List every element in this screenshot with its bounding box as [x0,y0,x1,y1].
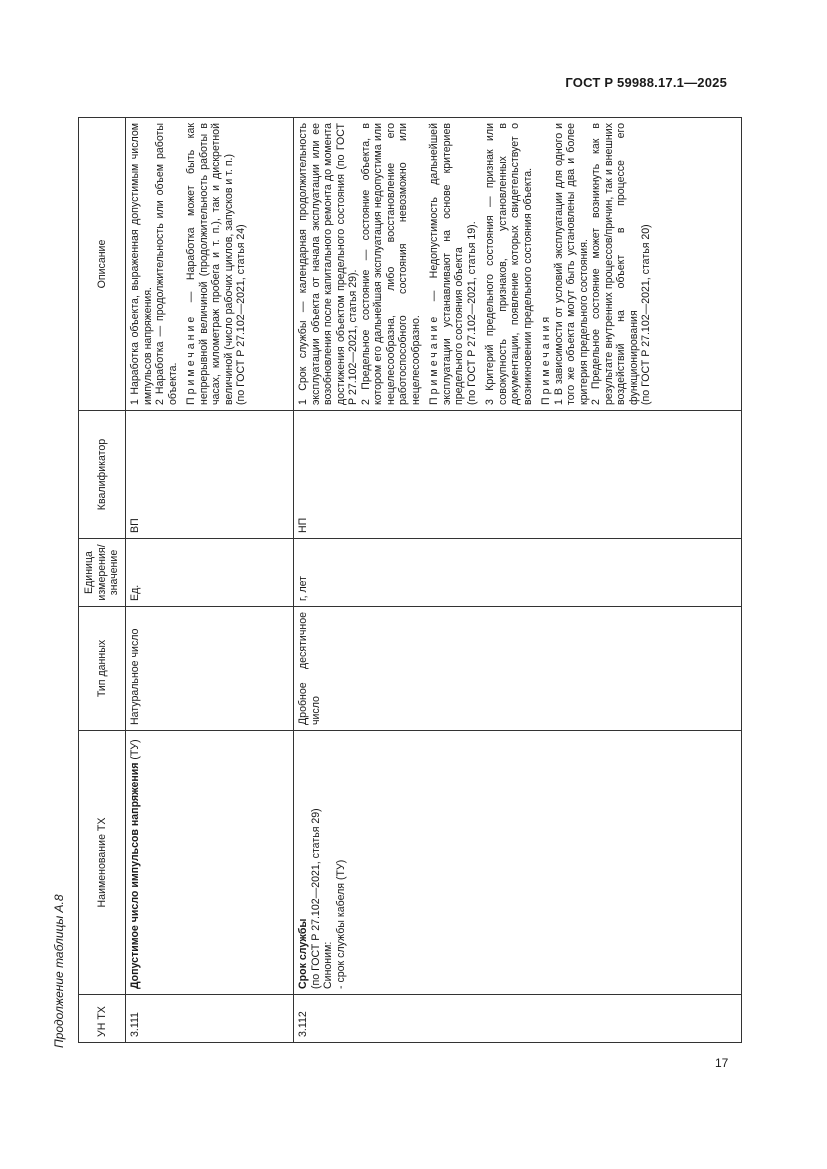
row-data-type [294,607,742,731]
table-header-row [79,118,126,1043]
note-label: Примечание [428,313,440,405]
row-description [126,118,294,411]
row-qualifier: ВП [126,411,294,539]
characteristics-table [78,117,742,1043]
row-qualifier: НП [294,411,742,539]
row-id: 3.112 [294,995,742,1043]
note-text: — Наработка может быть как непрерывной величиной (продолжительность работы в часах, километраж пробега и т. п.), так и дискретной величиной (число рабочих циклов, запусков и т. п.) [185,123,235,405]
rotated-table-container [78,117,742,1043]
table-row [126,118,294,1043]
row-data-type-text: Дробное десятичное число [297,612,322,725]
row-unit: г, лет [294,539,742,607]
row-unit: Ед. [126,539,294,607]
note-item: 2 Предельное состояние может возникнуть как в результате внутренних процессов/причин, так и внешних воздействий на объект в процессе его функционирования [590,123,640,405]
row-name [126,731,294,995]
column-header-id: УН ТХ [79,995,126,1043]
column-header-qualifier: Квалификатор [79,411,126,539]
row-description [294,118,742,411]
row-name-bold: Срок службы [297,918,309,989]
row-name [294,731,742,995]
note-text: — Недопустимость дальнейшей эксплуатации устанавливают на основе критериев предельного состояния объекта [428,123,465,405]
column-header-unit: Единица измерения/ значение [79,539,126,607]
page-number: 17 [715,1056,729,1070]
row-data-type: Натуральное число [126,607,294,731]
note [428,123,466,405]
row-name-bold: Допустимое число импульсов напряжения [129,762,141,989]
row-name-synonym-label: Синоним: [322,941,334,989]
note [185,123,235,405]
description-paragraph: 2 Наработка — продолжительность или объем работы объекта. [154,123,179,405]
description-paragraph: 2 Предельное состояние — состояние объекта, в котором его дальнейшая эксплуатация недопустима или нецелесообразна, либо восстановление его работоспособного состояния невозможно или нецелесообразно. [359,123,422,405]
description-paragraph: 1 Наработка объекта, выраженная допустимым числом импульсов напряжения. [129,123,154,405]
table-caption: Продолжение таблицы А.8 [52,894,66,1048]
column-header-data-type: Тип данных [79,607,126,731]
note-reference: (по ГОСТ Р 27.102—2021, статья 24) [235,224,247,405]
description-paragraph: 3 Критерий предельного состояния — признак или совокупность признаков, установленных в документации, появление которых свидетельствует о возникновении предельного состояния объекта. [484,123,534,405]
column-header-name: Наименование ТХ [79,731,126,995]
note-reference: (по ГОСТ Р 27.102—2021, статья 19). [465,221,478,405]
table-row [294,118,742,1043]
note-item: 1 В зависимости от условий эксплуатации для одного и того же объекта могут быть установлены два и более критерия предельного состояния. [552,123,590,405]
row-name-source: (по ГОСТ Р 27.102—2021, статья 29) [309,808,322,989]
column-header-description: Описание [79,118,126,411]
description-paragraph: 1 Срок службы — календарная продолжительность эксплуатации объекта от начала эксплуатации или ее возобновления после капитального ремонта до момента достижения объектом предельного состояния (по ГОСТ Р 27.102—2021, статья 29). [297,123,359,405]
standard-code: ГОСТ Р 59988.17.1—2025 [565,75,727,90]
row-name-suffix: (ТУ) [129,739,141,763]
notes-label: Примечания [540,313,552,405]
note-label: Примечание [185,313,197,405]
row-id: 3.111 [126,995,294,1043]
row-name-synonym: - срок службы кабеля (ТУ) [334,859,347,989]
note-reference: (по ГОСТ Р 27.102—2021, статья 20) [640,224,652,405]
